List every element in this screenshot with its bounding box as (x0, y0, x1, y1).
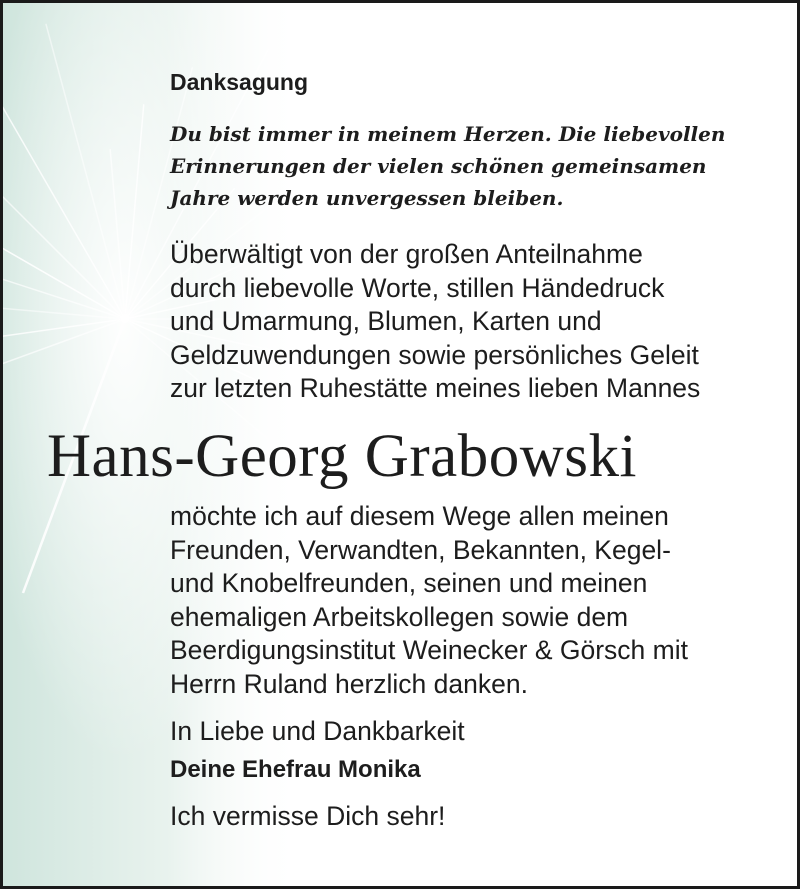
deceased-name: Hans-Georg Grabowski (47, 423, 637, 490)
motto-line: Jahre werden unvergessen bleiben. (170, 186, 564, 210)
thanks-paragraph (170, 500, 790, 701)
thanks-line: möchte ich auf diesem Wege allen meinen (170, 501, 669, 531)
thanks-line: Herrn Ruland herzlich danken. (170, 668, 528, 699)
closing-line: In Liebe und Dankbarkeit (170, 716, 465, 746)
intro-line: durch liebevolle Worte, stillen Händedruck (170, 272, 665, 303)
motto-quote (170, 118, 770, 214)
thanks-line: Beerdigungsinstitut Weinecker & Görsch mit (170, 635, 688, 665)
notice-content (3, 3, 797, 886)
motto-line: Erinnerungen der vielen schönen gemeinsamen (170, 154, 707, 178)
thanks-line: und Knobelfreunden, seinen und meinen (170, 568, 648, 598)
thanks-line: ehemaligen Arbeitskollegen sowie dem (170, 601, 629, 632)
intro-paragraph (170, 238, 790, 406)
postscript: Ich vermisse Dich sehr! (170, 801, 446, 831)
intro-line: Überwältigt von der großen Anteilnahme (170, 239, 643, 269)
intro-line: und Umarmung, Blumen, Karten und (170, 306, 602, 336)
notice-heading: Danksagung (170, 69, 309, 95)
motto-line: Du bist immer in meinem Herzen. Die liebevollen (170, 122, 726, 146)
intro-line: zur letzten Ruhestätte meines lieben Mannes (170, 373, 701, 403)
intro-line: Geldzuwendungen sowie persönliches Geleit (170, 339, 699, 370)
thanks-line: Freunden, Verwandten, Bekannten, Kegel- (170, 534, 671, 565)
signature: Deine Ehefrau Monika (170, 756, 421, 783)
